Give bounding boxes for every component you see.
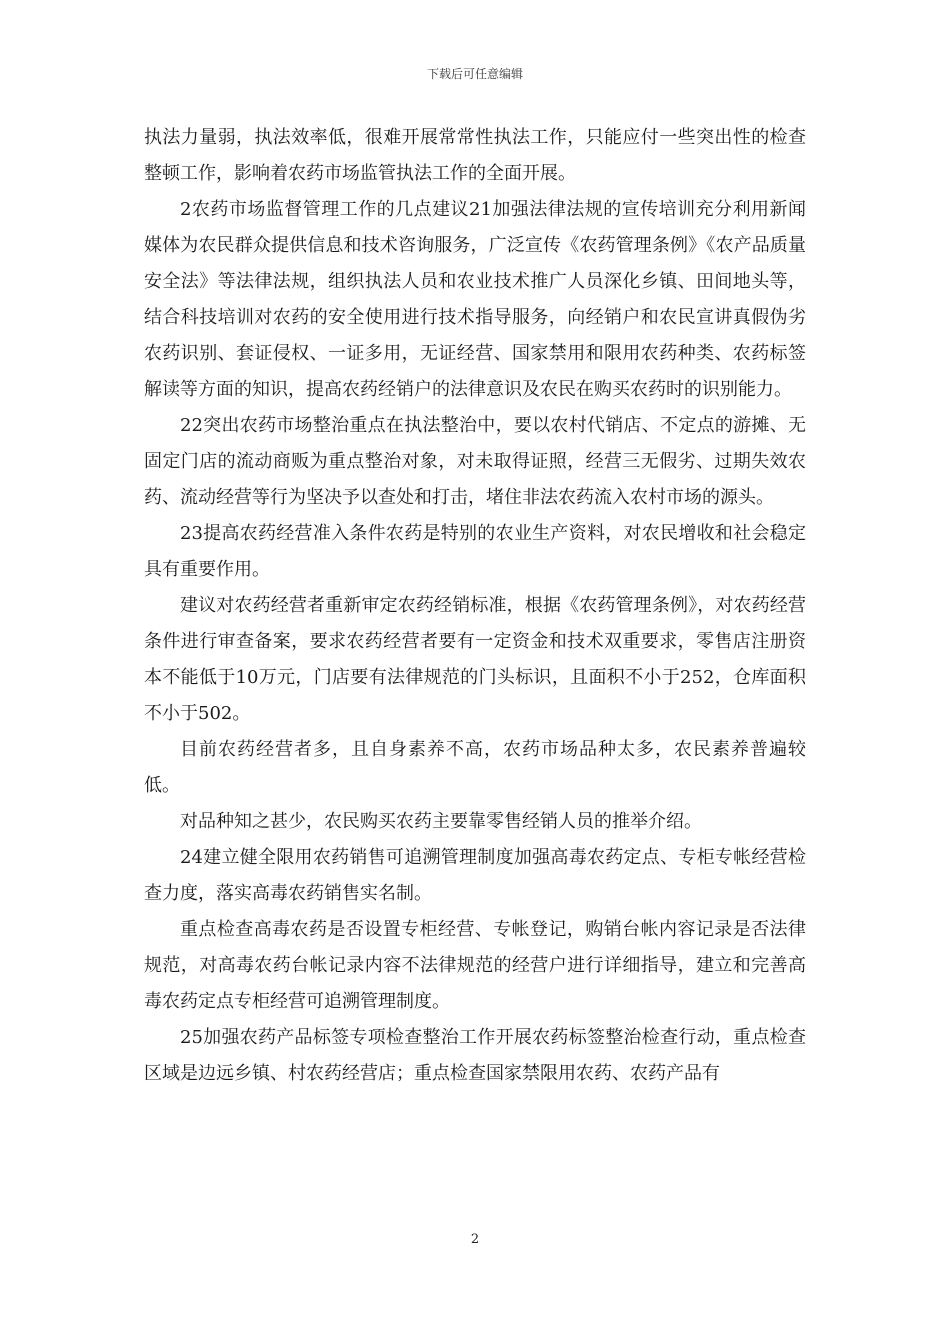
paragraph: 22突出农药市场整治重点在执法整治中，要以农村代销店、不定点的游摊、无固定门店的流动商贩为重点整治对象，对未取得证照，经营三无假劣、过期失效农药、流动经营等行为坚决予以查处和打击，堵住非法农药流入农村市场的源头。 [144,415,806,508]
document-body [144,120,806,1092]
paragraph: 目前农药经营者多，且自身素养不高，农药市场品种太多，农民素养普遍较低。 [144,739,806,796]
page-number: 2 [470,1232,480,1247]
paragraph: 23提高农药经营准入条件农药是特别的农业生产资料，对农民增收和社会稳定具有重要作用。 [144,523,806,580]
paragraph: 24建立健全限用农药销售可追溯管理制度加强高毒农药定点、专柜专帐经营检查力度，落实高毒农药销售实名制。 [144,847,806,904]
paragraph: 执法力量弱，执法效率低，很难开展常常性执法工作，只能应付一些突出性的检查整顿工作，影响着农药市场监管执法工作的全面开展。 [144,127,806,184]
paragraph: 重点检查高毒农药是否设置专柜经营、专帐登记，购销台帐内容记录是否法律规范，对高毒农药台帐记录内容不法律规范的经营户进行详细指导，建立和完善高毒农药定点专柜经营可追溯管理制度。 [144,919,806,1012]
paragraph: 2农药市场监督管理工作的几点建议21加强法律法规的宣传培训充分利用新闻媒体为农民群众提供信息和技术咨询服务，广泛宣传《农药管理条例》《农产品质量安全法》等法律法规，组织执法人员和农业技术推广人员深化乡镇、田间地头等，结合科技培训对农药的安全使用进行技术指导服务，向经销户和农民宣讲真假伪劣农药识别、套证侵权、一证多用，无证经营、国家禁用和限用农药种类、农药标签解读等方面的知识，提高农药经销户的法律意识及农民在购买农药时的识别能力。 [144,199,806,400]
page-header: 下载后可任意编辑 [426,67,523,81]
paragraph: 建议对农药经营者重新审定农药经销标准，根据《农药管理条例》，对农药经营条件进行审查备案，要求农药经营者要有一定资金和技术双重要求，零售店注册资本不能低于10万元，门店要有法律规范的门头标识，且面积不小于252，仓库面积不小于502。 [144,595,806,724]
paragraph: 25加强农药产品标签专项检查整治工作开展农药标签整治检查行动，重点检查区域是边远乡镇、村农药经营店；重点检查国家禁限用农药、农药产品有 [144,1027,806,1084]
paragraph: 对品种知之甚少，农民购买农药主要靠零售经销人员的推举介绍。 [180,811,702,832]
